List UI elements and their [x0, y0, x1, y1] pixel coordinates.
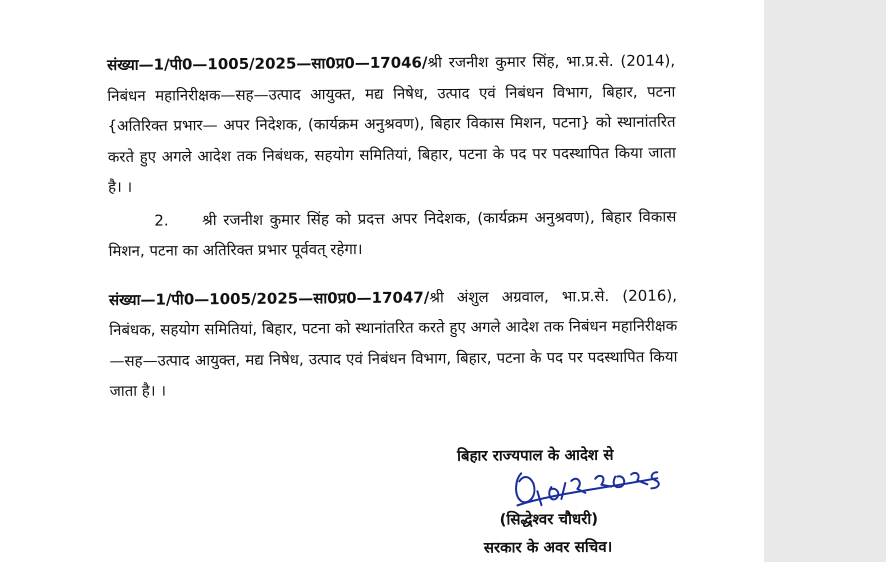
paragraph-2-text: श्री रजनीश कुमार सिंह को प्रदत्त अपर निदेशक, (कार्यक्रम अनुश्रवण), बिहार विकास मिशन, पटना का अतिरिक्त प्रभार पूर्ववत् रहेगा। [108, 207, 677, 260]
paragraph-2-number: 2. [154, 211, 169, 230]
order-number-1: संख्या—1/पी0—1005/2025—सा0प्र0—17046/ [107, 53, 428, 74]
document-body [107, 46, 678, 407]
side-panel [764, 0, 886, 562]
signing-authority: बिहार राज्यपाल के आदेश से [457, 445, 614, 465]
paragraph-1-text: श्री रजनीश कुमार सिंह, भा.प्र.से. (2014), निबंधन महानिरीक्षक—सह—उत्पाद आयुक्त, मद्य निषेध, उत्पाद एवं निबंधन विभाग, बिहार, पटना {अतिरिक्त प्रभार— अपर निदेशक, (कार्यक्रम अनुश्रवण), बिहार विकास मिशन, पटना} को स्थानांतरित करते हुए अगले आदेश तक निबंधक, सहयोग समितियां, बिहार, पटना के पद पर पदस्थापित किया जाता है। । [107, 51, 676, 196]
signatory-name: (सिद्धेश्वर चौधरी) [499, 509, 599, 529]
order-number-2: संख्या—1/पी0—1005/2025—सा0प्र0—17047/ [108, 287, 430, 309]
signature-block [455, 444, 675, 557]
paragraph-3 [109, 280, 678, 406]
handwritten-signature [507, 464, 667, 511]
paragraph-3-text: श्री अंशुल अग्रवाल, भा.प्र.से. (2016), निबंधक, सहयोग समितियां, बिहार, पटना को स्थानांतरित करते हुए अगले आदेश तक निबंधन महानिरीक्षक—सह—उत्पाद आयुक्त, मद्य निषेध, उत्पाद एवं निबंधन विभाग, बिहार, पटना के पद पर पदस्थापित किया जाता है। । [109, 286, 678, 400]
paragraph-2 [108, 201, 676, 266]
signatory-designation: सरकार के अवर सचिव। [483, 537, 613, 557]
paragraph-1 [107, 46, 676, 203]
